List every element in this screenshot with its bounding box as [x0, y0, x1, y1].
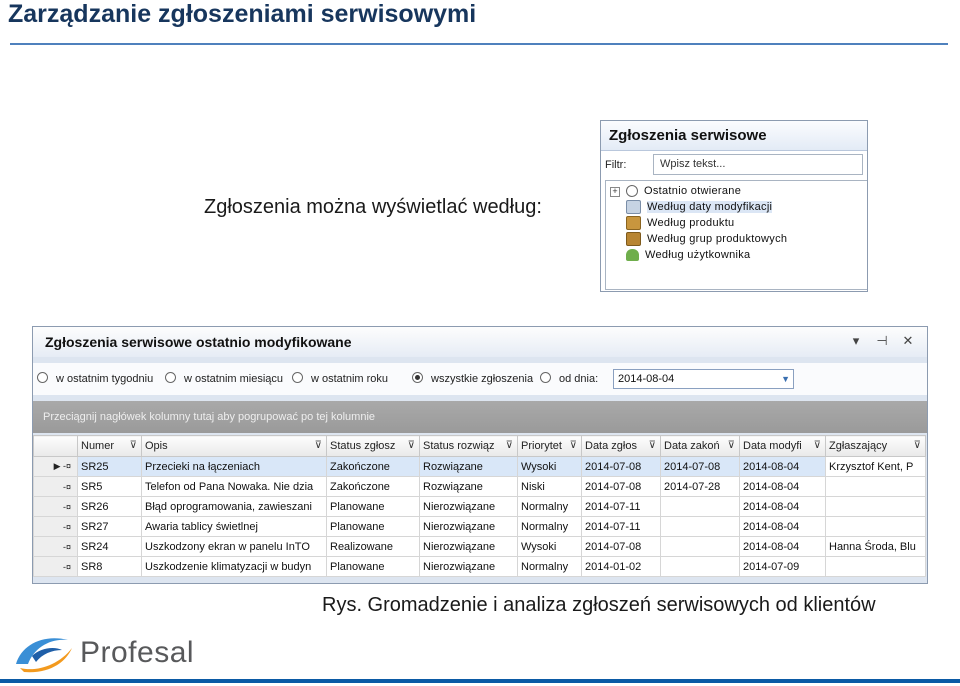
- tree-item-by-group[interactable]: Według grup produktowych: [626, 231, 787, 247]
- service-requests-panel: [600, 120, 868, 292]
- tree-item-by-product[interactable]: Według produktu: [626, 215, 734, 231]
- table-cell[interactable]: SR26: [78, 497, 142, 517]
- pin-icon[interactable]: ⊣: [876, 333, 888, 348]
- table-cell[interactable]: SR5: [78, 477, 142, 497]
- table-cell[interactable]: Zakończone: [327, 477, 420, 497]
- column-header[interactable]: Priorytet ⊽: [518, 436, 582, 457]
- table-row[interactable]: [34, 457, 926, 477]
- table-row[interactable]: [34, 537, 926, 557]
- recent-requests-window: [32, 326, 928, 584]
- row-indicator: -¤: [34, 477, 78, 497]
- table-cell[interactable]: Hanna Środa, Blu: [826, 537, 926, 557]
- close-icon[interactable]: ✕: [902, 333, 914, 348]
- table-cell[interactable]: Wysoki: [518, 537, 582, 557]
- grid-header: [34, 436, 926, 457]
- period-filter-bar: [33, 363, 927, 395]
- row-indicator: ▶ -¤: [34, 457, 78, 477]
- row-indicator-header: [34, 436, 78, 457]
- table-cell[interactable]: Awaria tablicy świetlnej: [142, 517, 327, 537]
- table-cell[interactable]: 2014-07-28: [661, 477, 740, 497]
- panel-title: Zgłoszenia serwisowe: [601, 121, 867, 151]
- group-by-panel[interactable]: Przeciągnij nagłówek kolumny tutaj aby pogrupować po tej kolumnie: [33, 401, 927, 433]
- radio-dot: [540, 372, 551, 383]
- table-cell[interactable]: Uszkodzenie klimatyzacji w budyn: [142, 557, 327, 577]
- table-cell[interactable]: Normalny: [518, 557, 582, 577]
- filter-label: Filtr:: [605, 159, 627, 171]
- filter-icon[interactable]: ⊽: [813, 440, 821, 451]
- column-header[interactable]: Status zgłosz ⊽: [327, 436, 420, 457]
- table-cell[interactable]: Nierozwiązane: [420, 557, 518, 577]
- radio-dot: [165, 372, 176, 383]
- filter-icon[interactable]: ⊽: [314, 440, 322, 451]
- table-cell[interactable]: Rozwiązane: [420, 477, 518, 497]
- filter-icon[interactable]: ⊽: [505, 440, 513, 451]
- filter-icon[interactable]: ⊽: [569, 440, 577, 451]
- table-cell[interactable]: 2014-08-04: [740, 517, 826, 537]
- table-cell[interactable]: Uszkodzony ekran w panelu InTO: [142, 537, 327, 557]
- column-header[interactable]: Data modyfi ⊽: [740, 436, 826, 457]
- table-cell[interactable]: Zakończone: [327, 457, 420, 477]
- column-header[interactable]: Data zgłos ⊽: [582, 436, 661, 457]
- table-cell[interactable]: Krzysztof Kent, P: [826, 457, 926, 477]
- table-cell[interactable]: Planowane: [327, 557, 420, 577]
- tree-expander[interactable]: +: [610, 187, 620, 197]
- radio-last-year[interactable]: w ostatnim roku: [292, 372, 388, 385]
- calendar-icon: [626, 200, 641, 214]
- user-icon: [626, 249, 639, 261]
- filter-icon[interactable]: ⊽: [727, 440, 735, 451]
- table-cell[interactable]: 2014-07-09: [740, 557, 826, 577]
- boxes-icon: [626, 232, 641, 246]
- table-cell[interactable]: 2014-07-08: [582, 537, 661, 557]
- intro-text: Zgłoszenia można wyświetlać według:: [204, 196, 542, 218]
- view-tree: [605, 180, 867, 290]
- table-cell[interactable]: 2014-08-04: [740, 457, 826, 477]
- table-cell[interactable]: [661, 557, 740, 577]
- row-indicator: -¤: [34, 497, 78, 517]
- table-cell[interactable]: 2014-07-08: [582, 477, 661, 497]
- radio-dot: [412, 372, 423, 383]
- title-divider: [10, 43, 948, 45]
- footer-divider: [0, 679, 960, 683]
- dropdown-arrow-icon[interactable]: ▼: [781, 374, 790, 384]
- table-cell[interactable]: 2014-01-02: [582, 557, 661, 577]
- table-cell[interactable]: Realizowane: [327, 537, 420, 557]
- filter-icon[interactable]: ⊽: [129, 440, 137, 451]
- table-cell[interactable]: Błąd oprogramowania, zawieszani: [142, 497, 327, 517]
- table-cell[interactable]: 2014-08-04: [740, 537, 826, 557]
- table-cell[interactable]: 2014-07-08: [661, 457, 740, 477]
- table-cell[interactable]: 2014-07-11: [582, 517, 661, 537]
- date-picker[interactable]: 2014-08-04 ▼: [613, 369, 794, 389]
- column-header[interactable]: Numer ⊽: [78, 436, 142, 457]
- table-row[interactable]: [34, 517, 926, 537]
- filter-icon[interactable]: ⊽: [407, 440, 415, 451]
- table-cell[interactable]: Nierozwiązane: [420, 517, 518, 537]
- tree-item-by-date[interactable]: Według daty modyfikacji: [626, 199, 772, 215]
- table-cell[interactable]: SR8: [78, 557, 142, 577]
- table-cell[interactable]: Telefon od Pana Nowaka. Nie dzia: [142, 477, 327, 497]
- radio-last-week[interactable]: w ostatnim tygodniu: [37, 372, 153, 385]
- table-cell[interactable]: Przecieki na łączeniach: [142, 457, 327, 477]
- column-header[interactable]: Zgłaszający ⊽: [826, 436, 926, 457]
- dropdown-icon[interactable]: ▾: [852, 333, 860, 348]
- table-cell[interactable]: 2014-08-04: [740, 477, 826, 497]
- filter-icon[interactable]: ⊽: [648, 440, 656, 451]
- filter-input[interactable]: Wpisz tekst...: [653, 154, 863, 175]
- table-row[interactable]: [34, 497, 926, 517]
- brand-name: Profesal: [80, 636, 195, 669]
- table-cell[interactable]: SR27: [78, 517, 142, 537]
- row-indicator: -¤: [34, 537, 78, 557]
- table-cell[interactable]: [661, 497, 740, 517]
- table-cell[interactable]: Rozwiązane: [420, 457, 518, 477]
- table-cell[interactable]: Normalny: [518, 497, 582, 517]
- window-title: Zgłoszenia serwisowe ostatnio modyfikowane: [33, 327, 927, 357]
- table-cell[interactable]: Wysoki: [518, 457, 582, 477]
- tree-item-recent[interactable]: Ostatnio otwierane: [626, 183, 741, 199]
- table-cell[interactable]: Nierozwiązane: [420, 497, 518, 517]
- row-indicator: -¤: [34, 557, 78, 577]
- column-header[interactable]: Status rozwiąz ⊽: [420, 436, 518, 457]
- table-row[interactable]: [34, 477, 926, 497]
- table-cell[interactable]: Planowane: [327, 497, 420, 517]
- table-cell[interactable]: SR25: [78, 457, 142, 477]
- table-cell[interactable]: [826, 557, 926, 577]
- table-cell[interactable]: Nierozwiązane: [420, 537, 518, 557]
- box-icon: [626, 216, 641, 230]
- table-cell[interactable]: 2014-07-11: [582, 497, 661, 517]
- radio-all[interactable]: wszystkie zgłoszenia: [412, 372, 533, 385]
- table-cell[interactable]: Planowane: [327, 517, 420, 537]
- figure-caption: Rys. Gromadzenie i analiza zgłoszeń serwisowych od klientów: [322, 594, 876, 616]
- requests-grid: [33, 435, 926, 577]
- column-header[interactable]: Opis ⊽: [142, 436, 327, 457]
- radio-last-month[interactable]: w ostatnim miesiącu: [165, 372, 283, 385]
- row-indicator: -¤: [34, 517, 78, 537]
- filter-icon[interactable]: ⊽: [913, 440, 921, 451]
- tree-item-by-user[interactable]: Według użytkownika: [626, 247, 750, 263]
- table-cell[interactable]: Normalny: [518, 517, 582, 537]
- clock-icon: [626, 185, 638, 197]
- table-cell[interactable]: 2014-08-04: [740, 497, 826, 517]
- table-cell[interactable]: [826, 517, 926, 537]
- slide-title: Zarządzanie zgłoszeniami serwisowymi: [8, 0, 477, 28]
- table-cell[interactable]: 2014-07-08: [582, 457, 661, 477]
- table-cell[interactable]: [661, 537, 740, 557]
- table-row[interactable]: [34, 557, 926, 577]
- radio-from-date[interactable]: od dnia:: [540, 372, 598, 385]
- radio-dot: [37, 372, 48, 383]
- table-cell[interactable]: SR24: [78, 537, 142, 557]
- column-header[interactable]: Data zakoń ⊽: [661, 436, 740, 457]
- table-cell[interactable]: [826, 497, 926, 517]
- table-cell[interactable]: Niski: [518, 477, 582, 497]
- table-cell[interactable]: [661, 517, 740, 537]
- radio-dot: [292, 372, 303, 383]
- table-cell[interactable]: [826, 477, 926, 497]
